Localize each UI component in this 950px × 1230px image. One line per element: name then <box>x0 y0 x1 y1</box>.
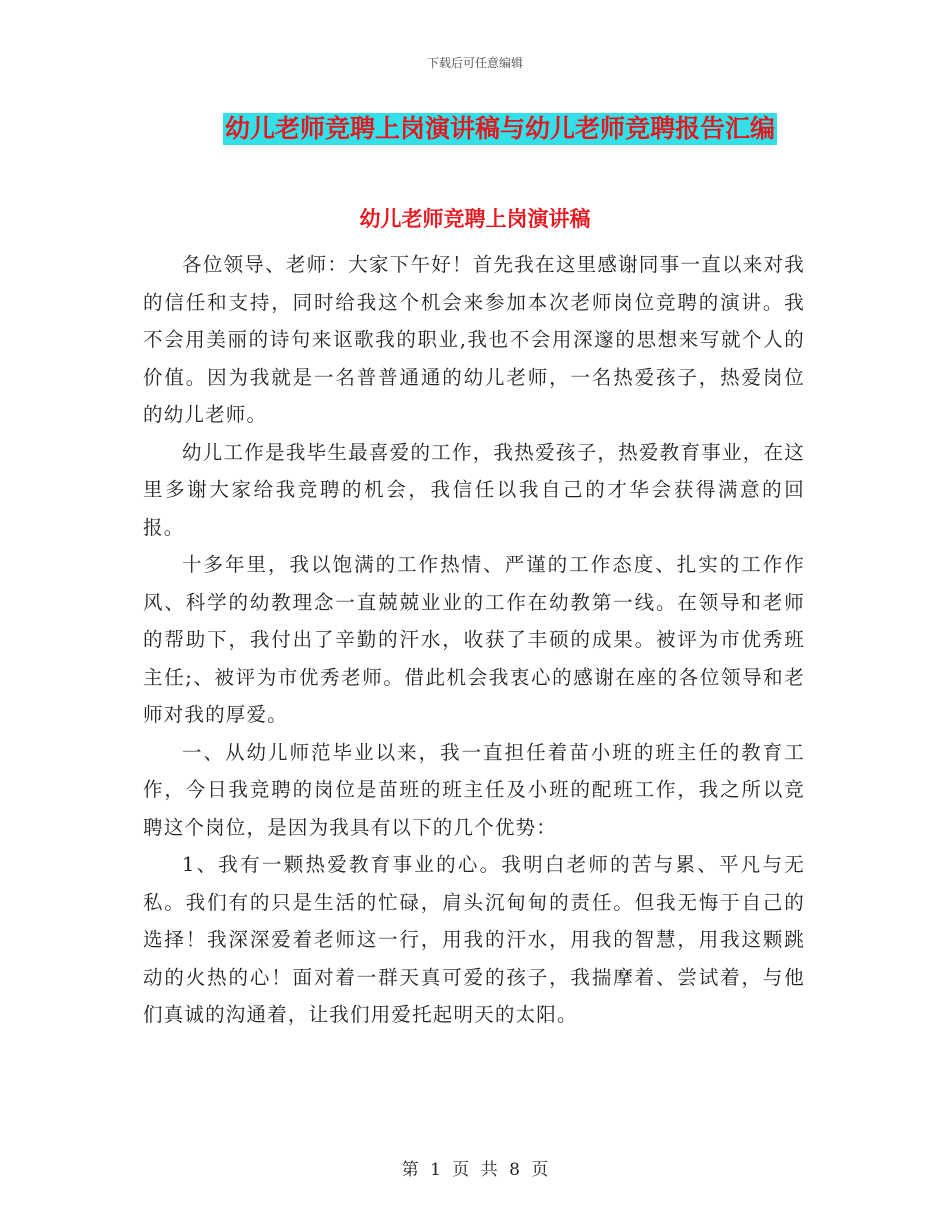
body-text <box>143 246 805 1034</box>
main-title-container <box>0 113 950 145</box>
paragraph: 1、我有一颗热爱教育事业的心。我明白老师的苦与累、平凡与无私。我们有的只是生活的忙碌，肩头沉甸甸的责任。但我无悔于自己的选择！我深深爱着老师这一行，用我的汗水，用我的智慧，用我这颗跳动的火热的心！面对着一群天真可爱的孩子，我揣摩着、尝试着，与他们真诚的沟通着，让我们用爱托起明天的太阳。 <box>143 853 805 1026</box>
section-title: 幼儿老师竞聘上岗演讲稿 <box>359 207 591 231</box>
paragraph: 一、从幼儿师范毕业以来，我一直担任着苗小班的班主任的教育工作，今日我竞聘的岗位是苗班的班主任及小班的配班工作，我之所以竞聘这个岗位，是因为我具有以下的几个优势： <box>143 740 805 839</box>
page-number-footer: 第 1 页 共 8 页 <box>401 1160 549 1180</box>
header-note: 下载后可任意编辑 <box>426 56 523 70</box>
main-title: 幼儿老师竞聘上岗演讲稿与幼儿老师竞聘报告汇编 <box>224 114 775 143</box>
paragraph: 各位领导、老师：大家下午好！首先我在这里感谢同事一直以来对我的信任和支持，同时给我这个机会来参加本次老师岗位竞聘的演讲。我不会用美丽的诗句来讴歌我的职业,我也不会用深邃的思想来写就个人的价值。因为我就是一名普普通通的幼儿老师，一名热爱孩子，热爱岗位的幼儿老师。 <box>143 253 805 426</box>
paragraph: 幼儿工作是我毕生最喜爱的工作，我热爱孩子，热爱教育事业，在这里多谢大家给我竞聘的机会，我信任以我自己的才华会获得满意的回报。 <box>143 440 805 539</box>
paragraph: 十多年里，我以饱满的工作热情、严谨的工作态度、扎实的工作作风、科学的幼教理念一直兢兢业业的工作在幼教第一线。在领导和老师的帮助下，我付出了辛勤的汗水，收获了丰硕的成果。被评为市优秀班主任;、被评为市优秀老师。借此机会我衷心的感谢在座的各位领导和老师对我的厚爱。 <box>143 553 805 726</box>
